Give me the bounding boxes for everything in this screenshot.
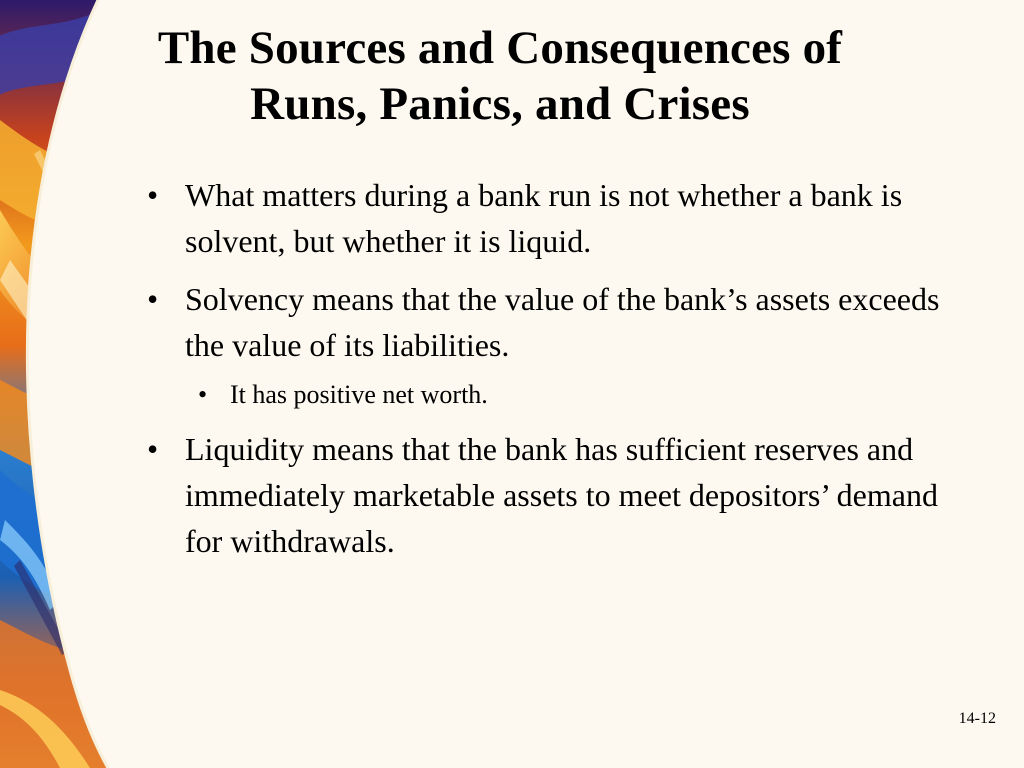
bullet-text: What matters during a bank run is not whether a bank is solvent, but whether it is liquid.	[185, 177, 903, 259]
bullet-icon: •	[147, 281, 159, 317]
sub-bullet-text: It has positive net worth.	[230, 380, 488, 409]
bullet-item-solvency	[145, 276, 945, 414]
bullet-item-liquidity-vs-solvency	[145, 172, 945, 264]
bullet-item-liquidity	[145, 426, 945, 564]
bullet-text: Solvency means that the value of the bank’s assets exceeds the value of its liabilities.	[185, 281, 940, 363]
bullet-icon: •	[147, 177, 159, 213]
slide-title	[110, 20, 890, 132]
bullet-icon: •	[147, 431, 159, 467]
sub-bullet-item-net-worth	[185, 376, 945, 414]
page-number: 14-12	[958, 710, 996, 727]
bullet-list	[145, 172, 945, 564]
bullet-text: Liquidity means that the bank has sufficient reserves and immediately marketable assets to meet depositors’ demand for withdrawals.	[185, 431, 938, 559]
sub-bullet-icon: •	[198, 380, 208, 409]
slide-title-line-1: The Sources and Consequences of	[157, 22, 843, 74]
sub-bullet-list	[185, 376, 945, 414]
slide-body	[145, 172, 945, 576]
slide-title-line-2: Runs, Panics, and Crises	[250, 78, 750, 130]
